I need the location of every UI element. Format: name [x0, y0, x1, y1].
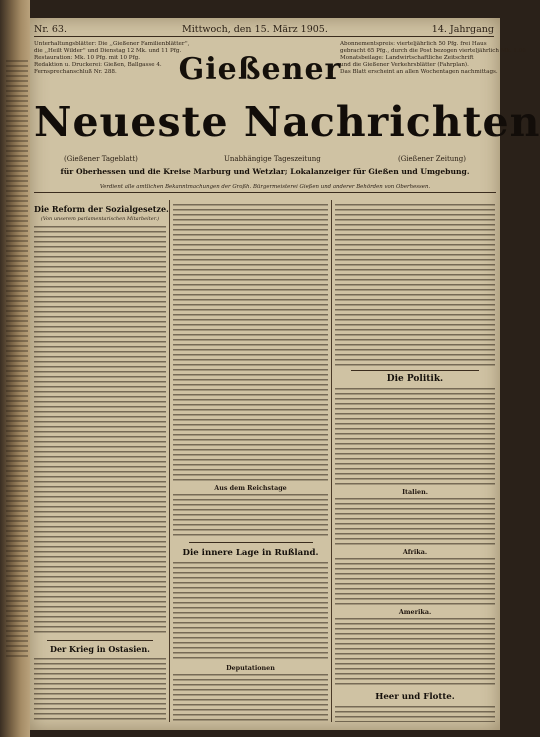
- article-body-text: [173, 674, 328, 722]
- article-headline: Die innere Lage in Rußland.: [182, 548, 319, 558]
- article-body-text: [34, 658, 166, 722]
- issue-date: Mittwoch, den 15. März 1905.: [182, 24, 328, 35]
- article-body-text: [335, 498, 495, 546]
- subtitle-right: (Gießener Zeitung): [397, 155, 466, 163]
- article-byline: (Von unserem parlamentarischen Mitarbeiter.): [40, 216, 160, 222]
- article-body-text: [173, 562, 328, 662]
- article-subheading: Italien.: [402, 488, 428, 496]
- article-body-text: [173, 494, 328, 538]
- article-body-text: [173, 204, 328, 482]
- article-subheading: Deputationen: [226, 664, 275, 672]
- article-headline: Der Krieg in Ostasien.: [50, 644, 150, 654]
- divider: [47, 640, 153, 641]
- article-subheading: Amerika.: [398, 608, 432, 616]
- column-rule: [169, 200, 170, 722]
- header-right-info: Abonnementspreis: vierteljährlich 50 Pfg. frei Haus gebracht 65 Pfg., durch die Post bezogen vierteljährlich Mk. 1.00 Monatsbeilage: Landwirtschaftliche Zeitschrift und die Gießener Verkehrsblätter (Fahrplan). Das Blatt erscheint an allen Wochentagen nachmittags.: [340, 41, 526, 75]
- article-body-text: [335, 204, 495, 366]
- masthead-tagline: für Oberhessen und die Kreise Marburg und Wetzlar; Lokalanzeiger für Gießen und Umgebung.: [60, 167, 470, 176]
- article-headline: Die Reform der Sozialgesetze.: [34, 204, 169, 214]
- column-2: [173, 202, 328, 722]
- header-left-info: Unterhaltungsblätter: Die ,,Gießener Familienblätter'', die ,,Heilt Wilder'' und Dienstag 12 Mk. und 11 Pfg. Restauration: Mk. 10 Pfg. mit 10 Pfg. Redaktion u. Druckerei: Gießen, Ballgasse 4. Fernsprechanschluß Nr. 288.: [34, 41, 190, 75]
- article-subheading: Afrika.: [402, 548, 428, 556]
- masthead-title-top: Gießener: [178, 52, 342, 87]
- article-headline: Heer und Flotte.: [375, 692, 455, 702]
- column-rule: [331, 200, 332, 722]
- masthead-subtitle-row: [34, 155, 496, 165]
- issue-volume: 14. Jahrgang: [431, 24, 494, 35]
- issue-number: Nr. 63.: [34, 24, 67, 35]
- newspaper-page: [30, 18, 540, 730]
- article-headline: Die Politik.: [386, 374, 444, 384]
- book-binding: [0, 0, 30, 737]
- subtitle-left: (Gießener Tageblatt): [64, 155, 138, 163]
- subtitle-center: Unabhängige Tageszeitung: [224, 155, 321, 163]
- issue-line: [34, 24, 494, 37]
- masthead-tagline-official: Verdient alle amtlichen Bekanntmachungen der Großh. Bürgermeisterei Gießen und anderer Behörden von Oberhessen.: [34, 184, 496, 193]
- column-1: [34, 202, 169, 722]
- divider: [351, 370, 479, 371]
- column-3: [335, 202, 495, 722]
- article-body-text: [335, 558, 495, 606]
- article-subheading: Aus dem Reichstage: [214, 484, 287, 492]
- article-body-text: [335, 706, 495, 722]
- masthead-title-main: Neueste Nachrichten: [34, 98, 540, 146]
- article-body-text: [335, 388, 495, 486]
- article-body-text: [34, 226, 166, 636]
- divider: [189, 542, 313, 543]
- article-body-text: [335, 618, 495, 688]
- adjacent-page-text: [6, 60, 28, 660]
